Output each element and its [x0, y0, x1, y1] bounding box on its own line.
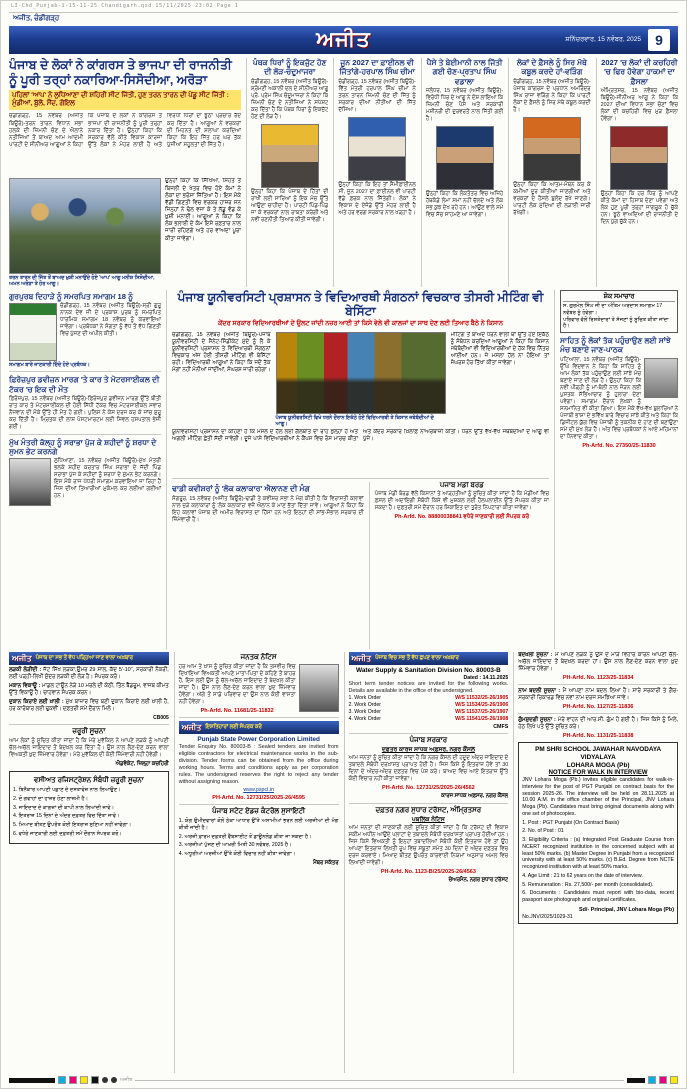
pspcl-website: www.pspcl.in — [243, 787, 274, 794]
obituary-line-2: ਪਰਿਵਾਰ ਵੱਲੋਂ ਰਿਸ਼ਤੇਦਾਰਾਂ ਤੇ ਸੱਜਣਾਂ ਨੂੰ ਸੂਚਿਤ ਕੀਤਾ ਜਾਂਦਾ ਹੈ। — [563, 316, 669, 330]
mid-center-column — [166, 290, 555, 649]
pspcl-ref: PH-Arfd. No. 12731/25/2025-26/4595 — [212, 795, 305, 802]
classified-ad-1 — [9, 667, 169, 681]
urgent-notice-signature: ਐਡਵੋਕੇਟ, ਜ਼ਿਲ੍ਹਾ ਕਚਹਿਰੀ — [115, 761, 169, 768]
color-swatch-yellow — [80, 1076, 88, 1084]
portrait-photo-2 — [348, 117, 406, 181]
portrait-photo-1 — [261, 124, 319, 188]
lead-side-column: ਉਨ੍ਹਾਂ ਕਿਹਾ ਕਿ ਸਿੱਖਿਆ, ਸਿਹਤ ਤੇ ਬਿਜਲੀ ਦੇ ਖੇਤਰ ਵਿਚ ਹੋਏ ਕੰਮਾਂ ਨੇ ਲੋਕਾਂ ਦਾ ਭਰੋਸਾ ਜਿੱਤਿਆ ਹੈ। ਇਸ ਮੌਕੇ ਵੱਡੀ ਗਿਣਤੀ ਵਿਚ ਵਰਕਰ ਹਾਜ਼ਰ ਸਨ ਜਿਨ੍ਹਾਂ ਨੇ ਢੋਲ ਵਜਾ ਕੇ ਤੇ ਲੱਡੂ ਵੰਡ ਕੇ ਖ਼ੁਸ਼ੀ ਮਨਾਈ। ਆਗੂਆਂ ਨੇ ਕਿਹਾ ਕਿ ਲੋਕ ਭਲਾਈ ਦੇ ਕੰਮ ਇਸੇ ਰਫ਼ਤਾਰ ਨਾਲ ਜਾਰੀ ਰਹਿਣਗੇ ਅਤੇ ਹਰ ਵਾਅਦਾ ਪੂਰਾ ਕੀਤਾ ਜਾਵੇਗਾ। — [165, 178, 241, 242]
middle-band — [9, 290, 678, 649]
school-title-line-1: PM SHRI SCHOOL JAWAHAR NAVODAYA VIDYALAYA — [535, 746, 662, 762]
classified-ad-3-lead: ਦੁਕਾਨ ਕਿਰਾਏ ਲਈ ਖ਼ਾਲੀ : — [9, 699, 64, 706]
water-row-value: W/S 11532/25-26/1905 — [455, 695, 509, 702]
ajit-logo-small: ਅਜੀਤ — [181, 722, 202, 732]
pspcl-body: Tender Enquiry No. 80003-B : Sealed tenders are invited from eligible contractors for electrical maintenance works in the sub-division. Tender forms can be obtained from the office during working hours. Terms and conditions apply as per corporation rules. The undersigned reserves the right to reject any tender without assigning reason. — [178, 744, 339, 786]
mandi-board-phone: Ph-Arfd. No. 88800038841 ਵਧੇਰੇ ਜਾਣਕਾਰੀ ਲਈ ਸੰਪਰਕ ਕਰੋ — [394, 514, 530, 521]
small-notice-3 — [518, 717, 678, 731]
pu-photo-caption: ਪੰਜਾਬ ਯੂਨੀਵਰਸਿਟੀ ਵਿਖੇ ਧਰਨੇ ਦੌਰਾਨ ਇਕੱਠੇ ਹੋਏ ਵਿਦਿਆਰਥੀ ਤੇ ਕਿਸਾਨ ਜਥੇਬੰਦੀਆਂ ਦੇ ਆਗੂ। — [275, 415, 434, 428]
school-interview-notice — [518, 742, 678, 924]
pspcl-title: Punjab State Power Corporation Limited — [197, 736, 320, 744]
small-notice-1-ref: PH-Arfd. No. 1123/25-11834 — [562, 675, 634, 682]
divider — [179, 717, 339, 718]
top-story-2-headline: ਜੂਨ 2027 ਦਾ ਫ਼ਾਈਨਲ ਵੀ ਜਿੱਤਾਂਗੇ-ਹਰਪਾਲ ਸਿੰਘ ਚੀਮਾ — [339, 58, 415, 77]
water-row-value: W/S 11537/25-26/1907 — [455, 709, 509, 716]
mid-lower-row — [172, 482, 549, 649]
accident-body: ਫ਼ਿਰੋਜ਼ਪੁਰ, 15 ਨਵੰਬਰ (ਅਜੀਤ ਬਿਊਰੋ)-ਫ਼ਿਰੋਜ਼ਪੁਰ ਡਵੀਜ਼ਨ ਮਾਰਗ ਉੱਤੇ ਬੀਤੀ ਰਾਤ ਕਾਰ ਤੇ ਮੋਟਰਸਾਈਕਲ ਦੀ ਹੋਈ ਸਿੱਧੀ ਟੱਕਰ ਵਿਚ ਮੋਟਰਸਾਈਕਲ ਸਵਾਰ ਨੌਜਵਾਨ ਦੀ ਮੌਕੇ ਉੱਤੇ ਹੀ ਮੌਤ ਹੋ ਗਈ। ਪੁਲਿਸ ਨੇ ਕੇਸ ਦਰਜ ਕਰ ਕੇ ਜਾਂਚ ਸ਼ੁਰੂ ਕਰ ਦਿੱਤੀ ਹੈ। ਮ੍ਰਿਤਕ ਦੀ ਲਾਸ਼ ਪੋਸਟਮਾਰਟਮ ਲਈ ਸਿਵਲ ਹਸਪਤਾਲ ਭੇਜੀ ਗਈ। — [9, 395, 161, 430]
classified-ad-3 — [9, 699, 169, 713]
masthead-right — [565, 29, 670, 51]
mandi-board-body: ਪੰਜਾਬ ਮੰਡੀ ਬੋਰਡ ਵੱਲੋਂ ਕਿਸਾਨਾਂ ਤੇ ਆੜ੍ਹਤੀਆਂ ਨੂੰ ਸੂਚਿਤ ਕੀਤਾ ਜਾਂਦਾ ਹੈ ਕਿ ਮੰਡੀਆਂ ਵਿਚ ਫ਼ਸਲ ਦੀ ਅਦਾਇਗੀ ਸੰਬੰਧੀ ਕਿਸੇ ਵੀ ਮੁਸ਼ਕਲ ਲਈ ਹੈਲਪਲਾਈਨ ਉੱਤੇ ਸੰਪਰਕ ਕੀਤਾ ਜਾ ਸਕਦਾ ਹੈ। ਦਫ਼ਤਰੀ ਸਮੇਂ ਦੌਰਾਨ ਹਰ ਸ਼ਿਕਾਇਤ ਦਾ ਤੁਰੰਤ ਨਿਪਟਾਰਾ ਕੀਤਾ ਜਾਵੇਗਾ। — [374, 491, 549, 512]
will-box-item: 1. ਬਿਨੈਕਾਰ ਆਪਣੀ ਪਛਾਣ ਦੇ ਦਸਤਾਵੇਜ਼ ਨਾਲ ਲਿਆਉਣ। — [13, 787, 121, 794]
water-row-label: 3. Work Order — [348, 709, 381, 716]
aids-society-item: 3. ਅਰਜ਼ੀਆਂ ਪੁੱਜਣ ਦੀ ਆਖ਼ਰੀ ਮਿਤੀ 30 ਨਵੰਬਰ, 2025 ਹੈ। — [178, 842, 292, 849]
literature-body: ਪਟਿਆਲਾ, 15 ਨਵੰਬਰ (ਅਜੀਤ ਬਿਊਰੋ)-ਉੱਘੇ ਵਿਦਵਾਨ ਨੇ ਕਿਹਾ ਕਿ ਸਾਹਿਤ ਨੂੰ ਆਮ ਲੋਕਾਂ ਤੱਕ ਪਹੁੰਚਾਉਣ ਲਈ ਸਾਂਝੇ ਮੰਚ ਬਣਾਏ ਜਾਣ ਦੀ ਲੋੜ ਹੈ। ਉਨ੍ਹਾਂ ਕਿਹਾ ਕਿ ਨਵੀਂ ਪੀੜ੍ਹੀ ਨੂੰ ਮਾਂ-ਬੋਲੀ ਨਾਲ ਜੋੜਨ ਲਈ ਪੁਸਤਕ ਸੱਭਿਆਚਾਰ ਨੂੰ ਹੁਲਾਰਾ ਦੇਣਾ ਪਵੇਗਾ। ਸਮਾਗਮ ਦੌਰਾਨ ਲੇਖਕਾਂ ਨੂੰ ਸਨਮਾਨਿਤ ਵੀ ਕੀਤਾ ਗਿਆ। ਇਸ ਮੌਕੇ ਵੱਖ-ਵੱਖ ਬੁਲਾਰਿਆਂ ਨੇ ਪੰਜਾਬੀ ਭਾਸ਼ਾ ਦੇ ਭਵਿੱਖ ਬਾਰੇ ਵਿਚਾਰ ਸਾਂਝੇ ਕੀਤੇ ਅਤੇ ਕਿਹਾ ਕਿ ਡਿਜੀਟਲ ਯੁੱਗ ਵਿਚ ਪੰਜਾਬੀ ਨੂੰ ਤਕਨੀਕ ਦੇ ਹਾਣ ਦੀ ਬਣਾਉਣਾ ਸਮੇਂ ਦੀ ਮੁੱਖ ਲੋੜ ਹੈ। ਅੰਤ ਵਿਚ ਪ੍ਰਬੰਧਕਾਂ ਨੇ ਆਏ ਮਹਿਮਾਨਾਂ ਦਾ ਧੰਨਵਾਦ ਕੀਤਾ। — [560, 356, 678, 440]
punjab-govt-subtitle: ਦਫ਼ਤਰ ਕਾਰਜ ਸਾਧਕ ਅਫ਼ਸਰ, ਨਗਰ ਕੌਂਸਲ — [381, 747, 475, 754]
color-swatch-cyan — [58, 1076, 66, 1084]
punjab-govt-body: ਆਮ ਜਨਤਾ ਨੂੰ ਸੂਚਿਤ ਕੀਤਾ ਜਾਂਦਾ ਹੈ ਕਿ ਨਗਰ ਕੌਂਸਲ ਦੀ ਹਦੂਦ ਅੰਦਰ ਜਾਇਦਾਦ ਦੇ ਤਬਾਦਲੇ ਸੰਬੰਧੀ ਦਰਖ਼ਾਸਤ ਪ੍ਰਾਪਤ ਹੋਈ ਹੈ। ਜਿਸ ਕਿਸੇ ਨੂੰ ਇਤਰਾਜ਼ ਹੋਵੇ ਤਾਂ 30 ਦਿਨਾਂ ਦੇ ਅੰਦਰ-ਅੰਦਰ ਦਫ਼ਤਰ ਵਿਚ ਪੇਸ਼ ਕਰੇ। ਬਾਅਦ ਵਿਚ ਆਏ ਇਤਰਾਜ਼ ਉੱਤੇ ਕੋਈ ਵਿਚਾਰ ਨਹੀਂ ਕੀਤਾ ਜਾਵੇਗਾ। — [348, 755, 509, 783]
divider — [349, 803, 509, 804]
top-story-4-body2: ਉਨ੍ਹਾਂ ਕਿਹਾ ਕਿ ਆਤਮ-ਮੰਥਨ ਕਰ ਕੇ ਕਮੀਆਂ ਦੂਰ ਕੀਤੀਆਂ ਜਾਣਗੀਆਂ ਅਤੇ ਵਰਕਰਾਂ ਦੇ ਹੌਸਲੇ ਬੁਲੰਦ ਰੱਖੇ ਜਾਣਗੇ। ਪਾਰਟੀ ਲੋਕ ਮੁੱਦਿਆਂ ਦੀ ਲੜਾਈ ਜਾਰੀ ਰੱਖੇਗੀ। — [513, 181, 591, 216]
punjab-govt-ref: PH-Arfd. No. 12731/25/2025-26/4562 — [382, 785, 475, 792]
small-notice-2-text: ਮੈਂ ਆਪਣਾ ਨਾਮ ਬਦਲ ਲਿਆ ਹੈ। ਸਾਰੇ ਸਰਕਾਰੀ ਤੇ ਗ਼ੈਰ-ਸਰਕਾਰੀ ਰਿਕਾਰਡ ਵਿਚ ਨਵਾਂ ਨਾਮ ਦਰਜ ਸਮਝਿਆ ਜਾਵੇ। — [518, 688, 678, 702]
literature-headline: ਸਾਹਿਤ ਨੂੰ ਲੋਕਾਂ ਤੱਕ ਪਹੁੰਚਾਉਣ ਲਈ ਸਾਂਝੇ ਮੰਚ ਬਣਾਏ ਜਾਣ-ਪਾਠਕ — [560, 336, 671, 355]
top-story-5-headline: 2027 'ਚ ਲੋਕਾਂ ਦੀ ਕਚਹਿਰੀ 'ਚ ਫਿਰ ਹੋਵੇਗਾ ਹਾਕਮਾਂ ਦਾ ਫ਼ੈਸਲਾ — [601, 58, 678, 86]
cm-visit-body: ਲੁਧਿਆਣਾ, 15 ਨਵੰਬਰ (ਅਜੀਤ ਬਿਊਰੋ)-ਮੁੱਖ ਮੰਤਰੀ ਭਲਕੇ ਸ਼ਹੀਦ ਕਰਤਾਰ ਸਿੰਘ ਸਰਾਭਾ ਦੇ ਜੱਦੀ ਪਿੰਡ ਸਰਾਭਾ ਪੁੱਜ ਕੇ ਸ਼ਹੀਦਾਂ ਨੂੰ ਸ਼ਰਧਾ ਦੇ ਸੁਮਨ ਭੇਟ ਕਰਨਗੇ। ਇਸ ਮੌਕੇ ਰਾਜ ਪੱਧਰੀ ਸਮਾਗਮ ਕਰਵਾਇਆ ਜਾ ਰਿਹਾ ਹੈ ਜਿਸ ਦੀਆਂ ਤਿਆਰੀਆਂ ਮੁਕੰਮਲ ਕਰ ਲਈਆਂ ਗਈਆਂ ਹਨ। — [54, 458, 161, 500]
school-detail-item: 5. Remuneration : Rs. 27,500/- per month (consolidated). — [522, 881, 654, 888]
school-intro: JNV Lohara Moga (Pb.) invites eligible candidates for walk-in-interview for the post of PGT Punjabi on contract basis for the session 2025-26. The interview will be held on 28.11.2025 at 10.00 A.M. in the office chamber of the Principal, JNV Lohara Moga (Pb). Candidates must bring original documents along with one set of photocopies. — [522, 777, 674, 817]
divider — [518, 684, 678, 685]
divider — [9, 434, 161, 435]
classified-ad-1-text: ਜੱਟ ਸਿੱਖ ਲੜਕਾ,ਉਮਰ 29 ਸਾਲ, ਕੱਦ 5'-10'', ਸਰਕਾਰੀ ਨੌਕਰੀ, ਲਈ ਪੜ੍ਹੀ-ਲਿਖੀ ਸੁੰਦਰ ਲੜਕੀ ਦੀ ਲੋੜ ਹੈ। ਸੰਪਰਕ ਕਰੋ। — [9, 667, 169, 681]
school-interview-heading: NOTICE FOR WALK IN INTERVIEW — [548, 770, 648, 777]
color-swatch-black — [91, 1076, 99, 1084]
dhadhi-headline: ਢਾਡੀ ਕਵੀਸ਼ਰਾਂ ਨੂੰ 'ਲੋਕ ਕਲਾਕਾਰ' ਐਲਾਨਣ ਦੀ ਮੰਗ — [172, 484, 310, 494]
top-story-4-headline: ਲੋਕਾਂ ਦੇ ਫ਼ੈਸਲੇ ਨੂੰ ਸਿਰ ਮੱਥੇ ਕਬੂਲ ਕਰਦੇ ਹਾਂ-ਵੜਿੰਗ — [516, 58, 587, 77]
top-story-5-body2: ਉਨ੍ਹਾਂ ਕਿਹਾ ਕਿ ਹਰ ਧਿਰ ਨੂੰ ਆਪਣੇ ਕੀਤੇ ਕੰਮਾਂ ਦਾ ਹਿਸਾਬ ਦੇਣਾ ਪਵੇਗਾ ਅਤੇ ਲੋਕ ਹੁਣ ਪੂਰੀ ਤਰ੍ਹਾਂ ਜਾਗਰੂਕ ਹੋ ਚੁੱਕੇ ਹਨ। ਝੂਠੇ ਵਾਅਦਿਆਂ ਦੀ ਰਾਜਨੀਤੀ ਦੇ ਦਿਨ ਪੁੱਗ ਚੁੱਕੇ ਹਨ। — [600, 190, 678, 225]
print-marks-footer — [9, 1075, 678, 1085]
pu-body-right: ਮੀਟਿੰਗ ਤੋਂ ਬਾਅਦ ਧਰਨੇ ਵਾਲੀ ਥਾਂ ਉੱਤੇ ਹੋਏ ਇਕੱਠ ਨੂੰ ਸੰਬੋਧਨ ਕਰਦਿਆਂ ਆਗੂਆਂ ਨੇ ਕਿਹਾ ਕਿ ਕਿਸਾਨ ਜਥੇਬੰਦੀਆਂ ਵੀ ਵਿਦਿਆਰਥੀਆਂ ਦੇ ਹੱਕ ਵਿਚ ਨਿੱਤਰ ਆਈਆਂ ਹਨ। ਜੇ ਮਸਲਾ ਹੱਲ ਨਾ ਹੋਇਆ ਤਾਂ ਸੰਘਰਸ਼ ਹੋਰ ਤਿੱਖਾ ਕੀਤਾ ਜਾਵੇਗਾ। — [450, 332, 549, 367]
registration-dot — [111, 1077, 117, 1083]
small-notice-2-ref: PH-Arfd. No. 1127/25-11836 — [562, 704, 634, 711]
small-notice-1-lead: ਬੇਦਖ਼ਲੀ ਸੂਚਨਾ : — [518, 652, 553, 658]
lead-body: ਚੰਡੀਗੜ੍ਹ, 15 ਨਵੰਬਰ (ਅਜੀਤ ਬਿਊਰੋ)-ਤਰਨ ਤਾਰਨ ਵਿਧਾਨ ਸਭਾ ਹਲਕੇ ਦੀ ਜ਼ਿਮਨੀ ਚੋਣ ਦੇ ਐਲਾਨੇ ਨਤੀਜਿਆਂ ਤੋਂ ਬਾਅਦ ਆਮ ਆਦਮੀ ਪਾਰਟੀ ਦੇ ਸੀਨੀਅਰ ਆਗੂਆਂ ਨੇ ਕਿਹਾ ਕਿ ਪੰਜਾਬ ਦੇ ਲੋਕਾਂ ਨੇ ਕਾਂਗਰਸ ਤੇ ਭਾਜਪਾ ਦੀ ਰਾਜਨੀਤੀ ਨੂੰ ਪੂਰੀ ਤਰ੍ਹਾਂ ਨਕਾਰ ਦਿੱਤਾ ਹੈ। ਉਨ੍ਹਾਂ ਕਿਹਾ ਕਿ ਸਰਕਾਰ ਵੱਲੋਂ ਕੀਤੇ ਵਿਕਾਸ ਕਾਰਜਾਂ ਉੱਤੇ ਲੋਕਾਂ ਨੇ ਮੋਹਰ ਲਾਈ ਹੈ ਅਤੇ ਵਿਰੋਧੀ ਧਿਰਾਂ ਦਾ ਝੂਠਾ ਪ੍ਰਚਾਰ ਰੱਦ ਕਰ ਦਿੱਤਾ ਹੈ। ਆਗੂਆਂ ਨੇ ਵਰਕਰਾਂ ਦੀ ਮਿਹਨਤ ਦੀ ਸ਼ਲਾਘਾ ਕਰਦਿਆਂ ਕਿਹਾ ਕਿ ਇਹ ਜਿੱਤ ਹਰ ਘਰ ਤੱਕ ਪੁੱਜੀਆਂ ਸਹੂਲਤਾਂ ਦੀ ਜਿੱਤ ਹੈ। — [9, 113, 241, 149]
portrait-photo-3 — [436, 126, 494, 190]
improvement-trust-signature: ਚੇਅਰਮੈਨ, ਨਗਰ ਸੁਧਾਰ ਟਰੱਸਟ — [448, 877, 509, 884]
color-swatch-magenta — [659, 1076, 667, 1084]
water-row-label: 4. Work Order — [348, 716, 381, 723]
ajit-tagline-1: ਪੰਜਾਬ ਦਾ ਸਭ ਤੋਂ ਵੱਧ ਪੜ੍ਹਿਆ ਜਾਣ ਵਾਲਾ ਅਖ਼ਬਾਰ — [35, 655, 133, 661]
classified-ad-2-text: ਮਾਡਲ ਟਾਊਨ ਨੇੜੇ 10 ਮਰਲੇ ਦੀ ਕੋਠੀ, ਤਿੰਨ ਬੈੱਡਰੂਮ, ਵਾਜਬ ਕੀਮਤ ਉੱਤੇ ਵਿਕਾਊ ਹੈ। ਚਾਹਵਾਨ ਸੰਪਰਕ ਕਰਨ। — [9, 683, 169, 697]
divider — [349, 733, 509, 734]
bottom-col-4 — [513, 652, 678, 1073]
aids-society-signature: ਮੈਂਬਰ ਸਕੱਤਰ — [313, 859, 339, 866]
cleric-photo — [9, 303, 57, 361]
small-notice-3-lead: ਗੁੰਮਸ਼ੁਦਗੀ ਸੂਚਨਾ : — [518, 717, 556, 724]
obituary-box — [560, 290, 678, 333]
improvement-trust-body: ਆਮ ਜਨਤਾ ਦੀ ਜਾਣਕਾਰੀ ਲਈ ਸੂਚਿਤ ਕੀਤਾ ਜਾਂਦਾ ਹੈ ਕਿ ਟਰੱਸਟ ਦੀ ਵਿਕਾਸ ਸਕੀਮ ਅਧੀਨ ਆਉਂਦੇ ਪਲਾਟਾਂ ਦੇ ਤਬਾਦਲੇ ਸੰਬੰਧੀ ਦਰਖ਼ਾਸਤਾਂ ਪ੍ਰਾਪਤ ਹੋਈਆਂ ਹਨ। ਜਿਸ ਕਿਸੇ ਵਿਅਕਤੀ ਨੂੰ ਇਨ੍ਹਾਂ ਤਬਾਦਲਿਆਂ ਸੰਬੰਧੀ ਕੋਈ ਇਤਰਾਜ਼ ਹੋਵੇ ਤਾਂ ਉਹ ਆਪਣਾ ਇਤਰਾਜ਼ ਲਿਖਤੀ ਰੂਪ ਵਿਚ ਸਬੂਤਾਂ ਸਮੇਤ 30 ਦਿਨਾਂ ਦੇ ਅੰਦਰ ਦਫ਼ਤਰ ਵਿਚ ਦਰਜ ਕਰਵਾਏ। ਮਿਆਦ ਬੀਤਣ ਉਪਰੰਤ ਕਾਰਵਾਈ ਨਿਯਮਾਂ ਅਨੁਸਾਰ ਅਮਲ ਵਿਚ ਲਿਆਂਦੀ ਜਾਵੇਗੀ। — [348, 825, 509, 867]
ajit-classified-header-1 — [9, 652, 169, 665]
top-story-3-body2: ਉਨ੍ਹਾਂ ਕਿਹਾ ਕਿ ਲੋਕਤੰਤਰ ਵਿਚ ਅਜਿਹੇ ਹੱਥਕੰਡੇ ਲੰਮਾ ਸਮਾਂ ਨਹੀਂ ਚੱਲਦੇ ਅਤੇ ਲੋਕ ਸਭ ਕੁਝ ਦੇਖ ਰਹੇ ਹਨ। ਆਉਣ ਵਾਲੇ ਸਮੇਂ ਵਿਚ ਸੱਚ ਸਾਹਮਣੇ ਆ ਜਾਵੇਗਾ। — [425, 190, 504, 218]
edition-label: ਅਜੀਤ, ਚੰਡੀਗੜ੍ਹ — [13, 15, 60, 22]
divider — [9, 724, 169, 725]
top-story-4-body: ਚੰਡੀਗੜ੍ਹ, 15 ਨਵੰਬਰ (ਅਜੀਤ ਬਿਊਰੋ)-ਪੰਜਾਬ ਕਾਂਗਰਸ ਦੇ ਪ੍ਰਧਾਨ ਅਮਰਿੰਦਰ ਸਿੰਘ ਰਾਜਾ ਵੜਿੰਗ ਨੇ ਕਿਹਾ ਕਿ ਪਾਰਟੀ ਲੋਕਾਂ ਦੇ ਫ਼ੈਸਲੇ ਨੂੰ ਸਿਰ ਮੱਥੇ ਕਬੂਲ ਕਰਦੀ ਹੈ। — [513, 78, 591, 113]
improvement-trust-subtitle: ਪਬਲਿਕ ਨੋਟਿਸ — [411, 817, 445, 824]
small-notice-1 — [518, 652, 678, 673]
water-supply-row — [349, 709, 509, 715]
water-supply-row — [349, 695, 509, 701]
water-supply-title: Water Supply & Sanitation Division No. 80003-B — [356, 667, 501, 674]
top-story-1 — [246, 58, 328, 287]
pu-body-left: ਚੰਡੀਗੜ੍ਹ, 15 ਨਵੰਬਰ (ਅਜੀਤ ਬਿਊਰੋ)-ਪੰਜਾਬ ਯੂਨੀਵਰਸਿਟੀ ਦੇ ਸੈਨੇਟ-ਸਿੰਡੀਕੇਟ ਮੁੱਦੇ ਨੂੰ ਲੈ ਕੇ ਯੂਨੀਵਰਸਿਟੀ ਪ੍ਰਸ਼ਾਸਨ ਤੇ ਵਿਦਿਆਰਥੀ ਸੰਗਠਨਾਂ ਵਿਚਕਾਰ ਅੱਜ ਹੋਈ ਤੀਸਰੀ ਮੀਟਿੰਗ ਵੀ ਬੇਸਿੱਟਾ ਰਹੀ। ਵਿਦਿਆਰਥੀ ਆਗੂਆਂ ਨੇ ਕਿਹਾ ਕਿ ਜਦੋਂ ਤੱਕ ਮੰਗਾਂ ਨਹੀਂ ਮੰਨੀਆਂ ਜਾਂਦੀਆਂ, ਸੰਘਰਸ਼ ਜਾਰੀ ਰਹੇਗਾ। — [172, 332, 271, 374]
school-detail-item: 2. No. of Post : 01 — [522, 828, 564, 835]
pu-headline: ਪੰਜਾਬ ਯੂਨੀਵਰਸਿਟੀ ਪ੍ਰਸ਼ਾਸਨ ਤੇ ਵਿਦਿਆਰਥੀ ਸੰਗਠਨਾਂ ਵਿਚਕਾਰ ਤੀਸਰੀ ਮੀਟਿੰਗ ਵੀ ਬੇਸਿੱਟਾ — [177, 290, 544, 319]
urgent-notice-body: ਆਮ ਲੋਕਾਂ ਨੂੰ ਸੂਚਿਤ ਕੀਤਾ ਜਾਂਦਾ ਹੈ ਕਿ ਮੇਰੇ ਮੁਵੱਕਿਲ ਨੇ ਆਪਣੇ ਲੜਕੇ ਨੂੰ ਆਪਣੀ ਚੱਲ-ਅਚੱਲ ਜਾਇਦਾਦ ਤੋਂ ਬੇਦਖ਼ਲ ਕਰ ਦਿੱਤਾ ਹੈ। ਉਸ ਨਾਲ ਲੈਣ-ਦੇਣ ਕਰਨ ਵਾਲਾ ਵਿਅਕਤੀ ਖ਼ੁਦ ਜ਼ਿੰਮੇਵਾਰ ਹੋਵੇਗਾ। ਮੇਰੇ ਮੁਵੱਕਿਲ ਦੀ ਕੋਈ ਜ਼ਿੰਮੇਵਾਰੀ ਨਹੀਂ ਹੋਵੇਗੀ। — [9, 738, 169, 759]
lead-photo — [9, 178, 161, 274]
top-story-3-body: ਜਲੰਧਰ, 15 ਨਵੰਬਰ (ਅਜੀਤ ਬਿਊਰੋ)-ਵਿਰੋਧੀ ਧਿਰ ਦੇ ਆਗੂ ਨੇ ਦੋਸ਼ ਲਾਇਆ ਕਿ ਜ਼ਿਮਨੀ ਚੋਣ ਪੈਸੇ ਅਤੇ ਸਰਕਾਰੀ ਮਸ਼ੀਨਰੀ ਦੀ ਦੁਰਵਰਤੋਂ ਨਾਲ ਜਿੱਤੀ ਗਈ ਹੈ। — [425, 87, 504, 122]
page-number-box — [648, 29, 670, 51]
color-swatch-cyan — [648, 1076, 656, 1084]
will-registration-box — [9, 771, 169, 844]
bottom-col-2 — [174, 652, 339, 1073]
school-reference-number: No.JNV/2025/1029-31 — [522, 913, 573, 920]
page-number: 9 — [655, 32, 663, 48]
registration-bar — [9, 1078, 55, 1083]
literature-contact: Ph-Arfd. No. 27350/25-11830 — [582, 442, 656, 449]
author-photo — [644, 358, 678, 398]
punjab-govt-signature: ਕਾਰਜ ਸਾਧਕ ਅਫ਼ਸਰ, ਨਗਰ ਕੌਂਸਲ — [441, 793, 509, 800]
top-story-2-body: ਚੰਡੀਗੜ੍ਹ, 15 ਨਵੰਬਰ (ਅਜੀਤ ਬਿਊਰੋ)-ਵਿੱਤ ਮੰਤਰੀ ਹਰਪਾਲ ਸਿੰਘ ਚੀਮਾ ਨੇ ਤਰਨ ਤਾਰਨ ਜ਼ਿਮਨੀ ਚੋਣ ਦੀ ਜਿੱਤ ਨੂੰ ਸਰਕਾਰ ਦੀਆਂ ਨੀਤੀਆਂ ਦੀ ਜਿੱਤ ਦੱਸਿਆ। — [338, 78, 416, 113]
top-story-5 — [596, 58, 678, 287]
top-story-3-headline: ਪੈਸੇ ਤੇ ਬੇਈਮਾਨੀ ਨਾਲ ਜਿੱਤੀ ਗਈ ਚੋਣ-ਪ੍ਰਤਾਪ ਸਿੰਘ ਵਡਾਲਾ — [426, 58, 503, 86]
pu-photo-block — [276, 332, 446, 427]
improvement-trust-ref: PH-Arfd. No. 1123-B/25/2025-26/4563 — [380, 869, 476, 876]
water-row-value: W/S 11534/25-26/1906 — [455, 702, 509, 709]
will-box-item: 3. ਜਾਇਦਾਦ ਦੇ ਕਾਗਜ਼ਾਂ ਦੀ ਕਾਪੀ ਨਾਲ ਲਿਆਂਦੀ ਜਾਵੇ। — [13, 804, 115, 811]
classified-ad-3-text: ਮੁੱਖ ਬਾਜ਼ਾਰ ਵਿਚ ਬਣੀ ਦੁਕਾਨ ਕਿਰਾਏ ਲਈ ਖ਼ਾਲੀ ਹੈ, ਹਰ ਕਾਰੋਬਾਰ ਲਈ ਢੁਕਵੀਂ। ਦਫ਼ਤਰੀ ਸਮੇਂ ਦੌਰਾਨ ਮਿਲੋ। — [9, 699, 169, 713]
color-swatch-magenta — [69, 1076, 77, 1084]
classified-ad-2-lead: ਮਕਾਨ ਵਿਕਾਊ : — [9, 683, 41, 690]
top-story-1-body: ਚੰਡੀਗੜ੍ਹ, 15 ਨਵੰਬਰ (ਅਜੀਤ ਬਿਊਰੋ)-ਸ਼੍ਰੋਮਣੀ ਅਕਾਲੀ ਦਲ ਦੇ ਸੀਨੀਅਰ ਆਗੂ ਪ੍ਰੋ. ਪ੍ਰੇਮ ਸਿੰਘ ਚੰਦੂਮਾਜਰਾ ਨੇ ਕਿਹਾ ਕਿ ਜ਼ਿਮਨੀ ਚੋਣ ਦੇ ਨਤੀਜਿਆਂ ਨੇ ਸਪੱਸ਼ਟ ਕਰ ਦਿੱਤਾ ਹੈ ਕਿ ਪੰਥਕ ਧਿਰਾਂ ਨੂੰ ਇਕਜੁੱਟ ਹੋਣ ਦੀ ਲੋੜ ਹੈ। — [251, 78, 329, 120]
top-story-4 — [508, 58, 590, 287]
registration-dot — [102, 1077, 108, 1083]
cm-visit-headline: ਮੁੱਖ ਮੰਤਰੀ ਕੱਲ੍ਹ ਨੂੰ ਸਰਾਭਾ ਪੁੱਜ ਕੇ ਸ਼ਹੀਦਾਂ ਨੂੰ ਸ਼ਰਧਾ ਦੇ ਸੁਮਨ ਭੇਟ ਕਰਨਗੇ — [9, 437, 157, 457]
will-box-item: 2. ਦੋ ਗਵਾਹਾਂ ਦਾ ਹਾਜ਼ਰ ਹੋਣਾ ਲਾਜ਼ਮੀ ਹੈ। — [13, 795, 89, 802]
will-box-item: 5. ਮਿਆਦ ਬੀਤਣ ਉਪਰੰਤ ਕੋਈ ਇਤਰਾਜ਼ ਸੁਣਿਆ ਨਹੀਂ ਜਾਵੇਗਾ। — [13, 822, 132, 829]
school-detail-item: 3. Eligibility Criteria : (a) Integrated Post Graduate Course from NCERT recognized institution in the concerned subject with at least 50% marks. (b) Master Degree in Punjabi from a recognized university with at least 50% marks. (c) B.Ed. Degree from NCTE recognized institution with at least 50% marks. — [522, 837, 674, 871]
top-story-2-body2: ਉਨ੍ਹਾਂ ਕਿਹਾ ਕਿ ਇਹ ਤਾਂ ਸੈਮੀਫ਼ਾਈਨਲ ਸੀ, ਜੂਨ 2027 ਦਾ ਫ਼ਾਈਨਲ ਵੀ ਪਾਰਟੀ ਵੱਡੇ ਫ਼ਰਕ ਨਾਲ ਜਿੱਤੇਗੀ। ਲੋਕਾਂ ਨੇ ਵਿਕਾਸ ਦੇ ਏਜੰਡੇ ਉੱਤੇ ਮੋਹਰ ਲਾਈ ਹੈ ਅਤੇ ਹਰ ਵਰਗ ਸਰਕਾਰ ਨਾਲ ਖੜ੍ਹਾ ਹੈ। — [338, 181, 416, 216]
school-signature: Sd/- Principal, JNV Lohara Moga (Pb) — [579, 906, 674, 913]
cm-photo-bw — [9, 458, 51, 506]
classifieds-band — [9, 652, 678, 1073]
public-notice-body: ਹਰ ਆਮ ਤੇ ਖ਼ਾਸ ਨੂੰ ਸੂਚਿਤ ਕੀਤਾ ਜਾਂਦਾ ਹੈ ਕਿ ਤਸਵੀਰ ਵਿਚ ਦਿਖਾਇਆ ਵਿਅਕਤੀ ਆਪਣੇ ਮਾਤਾ-ਪਿਤਾ ਦੇ ਕਹਿਣੇ ਤੋਂ ਬਾਹਰ ਹੈ, ਇਸ ਲਈ ਉਸ ਨੂੰ ਚੱਲ-ਅਚੱਲ ਜਾਇਦਾਦ ਤੋਂ ਬੇਦਖ਼ਲ ਕੀਤਾ ਜਾਂਦਾ ਹੈ। ਉਸ ਨਾਲ ਲੈਣ-ਦੇਣ ਕਰਨ ਵਾਲਾ ਖ਼ੁਦ ਜ਼ਿੰਮੇਵਾਰ ਹੋਵੇਗਾ। ਅੱਗੇ ਤੋਂ ਸਾਡੇ ਪਰਿਵਾਰ ਦਾ ਉਸ ਨਾਲ ਕੋਈ ਵਾਸਤਾ ਨਹੀਂ ਹੋਵੇਗਾ। — [178, 664, 296, 706]
water-supply-dated: Dated : 14.11.2025 — [463, 675, 509, 681]
top-rule — [9, 12, 678, 13]
aids-society-title: ਪੰਜਾਬ ਸਟੇਟ ਏਡਜ਼ ਕੰਟਰੋਲ ਸੁਸਾਇਟੀ — [212, 808, 306, 816]
bottom-col-1 — [9, 652, 169, 1073]
small-notice-2 — [518, 688, 678, 702]
water-supply-row — [349, 702, 509, 708]
divider — [518, 713, 678, 714]
print-info-line: LI-Chd_Punjab-1-15-11-25 Chandigarh.qxd 15/11/2025 23:02 Page 1 — [11, 3, 239, 9]
notice-person-photo-bw — [299, 664, 339, 712]
issue-date: ਸ਼ਨਿੱਚਰਵਾਰ, 15 ਨਵੰਬਰ, 2025 — [565, 36, 641, 43]
obituary-title: ਸ਼ੋਕ ਸਮਾਚਾਰ — [563, 293, 675, 302]
improvement-trust-title: ਦਫ਼ਤਰ ਨਗਰ ਸੁਧਾਰ ਟਰੱਸਟ, ਅੰਮ੍ਰਿਤਸਰ — [375, 807, 482, 815]
top-story-3 — [421, 58, 503, 287]
dhadhi-article — [172, 482, 364, 649]
dhadhi-body: ਸੰਗਰੂਰ, 15 ਨਵੰਬਰ (ਅਜੀਤ ਬਿਊਰੋ)-ਢਾਡੀ ਤੇ ਕਵੀਸ਼ਰ ਸਭਾ ਨੇ ਮੰਗ ਕੀਤੀ ਹੈ ਕਿ ਵਿਰਾਸਤੀ ਕਲਾਵਾਂ ਨਾਲ ਜੁੜੇ ਕਲਾਕਾਰਾਂ ਨੂੰ 'ਲੋਕ ਕਲਾਕਾਰ' ਵਜੋਂ ਐਲਾਨ ਕੇ ਮਾਣ ਭੱਤਾ ਦਿੱਤਾ ਜਾਵੇ। ਆਗੂਆਂ ਨੇ ਕਿਹਾ ਕਿ ਇਹ ਕਲਾਵਾਂ ਪੰਜਾਬ ਦੀ ਅਮੀਰ ਵਿਰਾਸਤ ਦਾ ਹਿੱਸਾ ਹਨ ਅਤੇ ਇਨ੍ਹਾਂ ਦੀ ਸਾਂਭ-ਸੰਭਾਲ ਸਰਕਾਰ ਦੀ ਜ਼ਿੰਮੇਵਾਰੀ ਹੈ। — [172, 495, 364, 523]
masthead-logo: ਅਜੀਤ — [316, 28, 371, 51]
top-story-1-body2: ਉਨ੍ਹਾਂ ਕਿਹਾ ਕਿ ਪੰਜਾਬ ਦੇ ਹਿੱਤਾਂ ਦੀ ਰਾਖੀ ਲਈ ਸਾਰਿਆਂ ਨੂੰ ਇਕ ਮੰਚ ਉੱਤੇ ਆਉਣਾ ਚਾਹੀਦਾ ਹੈ। ਪਾਰਟੀ ਪਿੰਡ-ਪਿੰਡ ਜਾ ਕੇ ਵਰਕਰਾਂ ਨਾਲ ਰਾਬਤਾ ਕਰੇਗੀ ਅਤੇ ਨਵੀਂ ਰਣਨੀਤੀ ਤਿਆਰ ਕੀਤੀ ਜਾਵੇਗੀ। — [251, 188, 329, 223]
lead-photo-block — [9, 178, 161, 287]
ajit-logo-small: ਅਜੀਤ — [351, 653, 372, 663]
water-row-label: 1. Work Order — [348, 695, 381, 702]
classified-ad-2 — [9, 683, 169, 697]
gurpurab-body: ਚੰਡੀਗੜ੍ਹ, 15 ਨਵੰਬਰ (ਅਜੀਤ ਬਿਊਰੋ)-ਸ੍ਰੀ ਗੁਰੂ ਨਾਨਕ ਦੇਵ ਜੀ ਦੇ ਪ੍ਰਕਾਸ਼ ਪੁਰਬ ਨੂੰ ਸਮਰਪਿਤ ਧਾਰਮਿਕ ਸਮਾਗਮ 18 ਨਵੰਬਰ ਨੂੰ ਕਰਵਾਇਆ ਜਾਵੇਗਾ। ਪ੍ਰਬੰਧਕਾਂ ਨੇ ਸੰਗਤਾਂ ਨੂੰ ਵੱਧ ਤੋਂ ਵੱਧ ਗਿਣਤੀ ਵਿਚ ਪੁੱਜਣ ਦੀ ਅਪੀਲ ਕੀਤੀ। — [60, 303, 161, 338]
punjab-govt-title: ਪੰਜਾਬ ਸਰਕਾਰ — [409, 737, 448, 745]
registration-bar — [627, 1078, 645, 1083]
divider — [172, 478, 549, 479]
lead-photo-caption: ਤਰਨ ਤਾਰਨ ਦੀ ਜਿੱਤ ਤੋਂ ਬਾਅਦ ਖ਼ੁਸ਼ੀ ਮਨਾਉਂਦੇ ਹੋਏ 'ਆਪ' ਆਗੂ ਮਨੀਸ਼ ਸਿਸੋਦੀਆ, ਅਮਨ ਅਰੋੜਾ ਤੇ ਹੋਰ ਆਗੂ। — [9, 275, 155, 287]
divider — [9, 371, 161, 372]
water-supply-row — [349, 716, 509, 722]
aids-society-item: 2. ਅਰਜ਼ੀ ਫ਼ਾਰਮ ਦਫ਼ਤਰੀ ਵੈੱਬਸਾਈਟ ਤੋਂ ਡਾਊਨਲੋਡ ਕੀਤਾ ਜਾ ਸਕਦਾ ਹੈ। — [178, 833, 312, 840]
gurpurab-headline: ਗੁਰਪੁਰਬ ਦਿਹਾੜੇ ਨੂੰ ਸਮਰਪਿਤ ਸਮਾਗਮ 18 ਨੂੰ — [9, 292, 134, 301]
top-story-5-body: ਅੰਮ੍ਰਿਤਸਰ, 15 ਨਵੰਬਰ (ਅਜੀਤ ਬਿਊਰੋ)-ਸੀਨੀਅਰ ਆਗੂ ਨੇ ਕਿਹਾ ਕਿ 2027 ਦੀਆਂ ਵਿਧਾਨ ਸਭਾ ਚੋਣਾਂ ਵਿਚ ਲੋਕਾਂ ਦੀ ਕਚਹਿਰੀ ਵਿਚ ਮੁੜ ਫ਼ੈਸਲਾ ਹੋਵੇਗਾ। — [600, 87, 678, 122]
will-box-item: 4. ਇਤਰਾਜ਼ 15 ਦਿਨਾਂ ਦੇ ਅੰਦਰ ਦਫ਼ਤਰ ਵਿਚ ਦਿੱਤਾ ਜਾਵੇ। — [13, 813, 120, 820]
lead-headline: ਪੰਜਾਬ ਦੇ ਲੋਕਾਂ ਨੇ ਕਾਂਗਰਸ ਤੇ ਭਾਜਪਾ ਦੀ ਰਾਜਨੀਤੀ ਨੂੰ ਪੂਰੀ ਤਰ੍ਹਾਂ ਨਕਾਰਿਆ-ਸਿਸੋਦੀਆ, ਅਰੋੜਾ — [9, 58, 232, 87]
cm-visit-row — [9, 458, 161, 506]
ajit-tagline-2: ਇਸ਼ਤਿਹਾਰਾਂ ਲਈ ਸੰਪਰਕ ਕਰੋ — [205, 724, 262, 731]
school-detail-item: 1. Post : PGT Punjabi (On Contract Basis) — [522, 819, 620, 826]
lead-story — [9, 58, 241, 287]
bottom-col-3 — [344, 652, 509, 1073]
ajit-logo-small: ਅਜੀਤ — [12, 653, 32, 663]
portrait-photo-4 — [523, 117, 581, 181]
public-notice-ref: Ph-Arfd. No. 11681/25-11832 — [200, 708, 274, 715]
ajit-classified-header-3 — [349, 652, 509, 665]
pu-kicker: ਕੇਂਦਰ ਸਰਕਾਰ ਵਿਦਿਆਰਥੀਆਂ ਦੇ ਉਲਟ ਜਾਂਦੀ ਨਜ਼ਰ ਆਈ ਤਾਂ ਕਿਸੇ ਵੇਲੇ ਵੀ ਕਾਲਜਾਂ ਦਾ ਸਾਥ ਦੇਣ ਲਈ ਤਿਆਰ ਬੈਠੇ ਨੇ ਕਿਸਾਨ — [218, 320, 503, 328]
accident-headline: ਫ਼ਿਰੋਜ਼ਪੁਰ ਡਵੀਜ਼ਨ ਮਾਰਗ 'ਤੇ ਕਾਰ ਤੇ ਮੋਟਰਸਾਈਕਲ ਦੀ ਟੱਕਰ 'ਚ ਇਕ ਦੀ ਮੌਤ — [9, 375, 160, 394]
classified-code: CB005 — [153, 715, 169, 722]
ajit-classified-header-2 — [179, 721, 339, 734]
obituary-line-1: ਸ. ਗੁਰਮੇਲ ਸਿੰਘ ਜੀ ਦਾ ਅੰਤਿਮ ਅਰਦਾਸ ਸਮਾਗਮ 17 ਨਵੰਬਰ ਨੂੰ ਹੋਵੇਗਾ। — [563, 303, 663, 316]
small-notice-2-lead: ਨਾਮ ਬਦਲੀ ਸੂਚਨਾ : — [518, 688, 561, 695]
classified-ad-1-lead: ਲੜਕੀ ਲੋੜੀਂਦੀ : — [9, 667, 42, 673]
small-notice-3-ref: PH-Arfd. No. 1131/25-11838 — [562, 733, 634, 740]
school-detail-item: 6. Documents : Candidates must report with bio-data, recent passport size photograph and original certificates. — [522, 890, 674, 904]
top-story-2 — [333, 58, 415, 287]
divider — [179, 804, 339, 805]
school-detail-item: 4. Age Limit : 21 to 62 years on the date of interview. — [522, 872, 643, 879]
masthead-bar — [9, 26, 678, 54]
protest-photo — [276, 332, 446, 414]
lead-subheadline: ਪਹਿਲਾਂ 'ਆਪ' ਨੇ ਲੁਧਿਆਣਾ ਦੀ ਸ਼ਹਿਰੀ ਸੀਟ ਜਿੱਤੀ, ਹੁਣ ਤਰਨ ਤਾਰਨ ਦੀ ਪੇਂਡੂ ਸੀਟ ਜਿੱਤੀ : ਮੁੰਡੀਆਂ, ਬੁੱਲੋ, ਸੌਂਦ, ਗੋਇਲ — [9, 90, 241, 111]
pu-body-more: ਯੂਨੀਵਰਸਿਟੀ ਪ੍ਰਸ਼ਾਸਨ ਦਾ ਕਹਿਣਾ ਹੈ ਕਿ ਮਸਲੇ ਦੇ ਹੱਲ ਲਈ ਗੱਲਬਾਤ ਦਾ ਰਾਹ ਖੁੱਲ੍ਹਾ ਹੈ ਅਤੇ ਅਗਲੀ ਮੀਟਿੰਗ ਛੇਤੀ ਸੱਦੀ ਜਾਵੇਗੀ। ਦੂਜੇ ਪਾਸੇ ਵਿਦਿਆਰਥੀਆਂ ਨੇ ਕੈਂਪਸ ਵਿਚ ਰੋਸ ਮਾਰਚ ਕੀਤਾ ਅਤੇ ਕੇਂਦਰ ਸਰਕਾਰ ਖ਼ਿਲਾਫ਼ ਨਾਅਰੇਬਾਜ਼ੀ ਕੀਤੀ। ਧਰਨੇ ਉੱਤੇ ਵੱਖ-ਵੱਖ ਜਥੇਬੰਦੀਆਂ ਦੇ ਆਗੂ ਵੀ ਪੁੱਜੇ। — [172, 429, 549, 443]
mandi-board-title: ਪੰਜਾਬ ਮੰਡੀ ਬੋਰਡ — [439, 482, 484, 490]
water-supply-end: CMFS — [493, 724, 509, 731]
gurpurab-caption: ਸਮਾਗਮ ਬਾਰੇ ਜਾਣਕਾਰੀ ਦਿੰਦੇ ਹੋਏ ਪ੍ਰਬੰਧਕ। — [9, 362, 90, 369]
top-stories-band — [9, 58, 678, 287]
footer-rule — [135, 1080, 624, 1081]
portrait-photo-5 — [610, 126, 668, 190]
small-notice-1-text: ਮੈਂ ਆਪਣੇ ਲੜਕੇ ਨੂੰ ਉਸ ਦੇ ਮਾੜੇ ਵਿਹਾਰ ਕਾਰਨ ਆਪਣੀ ਚੱਲ-ਅਚੱਲ ਜਾਇਦਾਦ ਤੋਂ ਬੇਦਖ਼ਲ ਕਰਦਾ ਹਾਂ। ਉਸ ਨਾਲ ਲੈਣ-ਦੇਣ ਕਰਨ ਵਾਲਾ ਖ਼ੁਦ ਜ਼ਿੰਮੇਵਾਰ ਹੋਵੇਗਾ। — [518, 652, 678, 673]
ajit-tagline-3: ਪੰਜਾਬ ਵਿਚ ਸਭ ਤੋਂ ਵੱਧ ਛਪਣ ਵਾਲਾ ਅਖ਼ਬਾਰ — [375, 655, 459, 661]
water-row-value: W/S 11541/25-26/1908 — [455, 716, 509, 723]
urgent-notice-title: ਜ਼ਰੂਰੀ ਸੂਚਨਾ — [72, 728, 106, 736]
color-swatch-yellow — [670, 1076, 678, 1084]
pu-photo-row — [172, 332, 549, 427]
will-box-title: ਵਸੀਅਤ ਰਜਿਸਟ੍ਰੇਸ਼ਨ ਸੰਬੰਧੀ ਜ਼ਰੂਰੀ ਸੂਚਨਾ — [33, 777, 144, 785]
water-supply-intro: Short term tender notices are invited for the following works. Details are available in the office of the undersigned. — [348, 681, 509, 695]
mandi-board-notice — [369, 482, 549, 649]
top-story-1-headline: ਪੰਥਕ ਧਿਰਾਂ ਨੂੰ ਇਕਜੁੱਟ ਹੋਣ ਦੀ ਲੋੜ-ਚੰਦੂਮਾਜਰਾ — [252, 58, 327, 77]
school-title-line-2: LOHARA MOGA (Pb) — [566, 762, 630, 770]
water-row-label: 2. Work Order — [348, 702, 381, 709]
mid-left-column — [9, 290, 161, 649]
gurpurab-row — [9, 303, 161, 361]
aids-society-item: 4. ਅਧੂਰੀਆਂ ਅਰਜ਼ੀਆਂ ਉੱਤੇ ਕੋਈ ਵਿਚਾਰ ਨਹੀਂ ਕੀਤਾ ਜਾਵੇਗਾ। — [178, 851, 296, 858]
will-box-item: 6. ਵਧੇਰੇ ਜਾਣਕਾਰੀ ਲਈ ਦਫ਼ਤਰੀ ਸਮੇਂ ਦੌਰਾਨ ਸੰਪਰਕ ਕਰੋ। — [13, 830, 122, 837]
public-notice-title: ਜਨਤਕ ਨੋਟਿਸ — [240, 654, 277, 661]
footer-label: ਅਜੀਤ — [120, 1077, 133, 1083]
aids-society-item: 1. ਯੋਗ ਉਮੀਦਵਾਰਾਂ ਕੋਲੋਂ ਠੇਕਾ ਆਧਾਰ ਉੱਤੇ ਅਸਾਮੀਆਂ ਭਰਨ ਲਈ ਅਰਜ਼ੀਆਂ ਦੀ ਮੰਗ ਕੀਤੀ ਜਾਂਦੀ ਹੈ। — [178, 818, 339, 831]
small-notice-3-text: ਮੇਰੇ ਵਾਹਨ ਦੀ ਆਰ.ਸੀ. ਗੁੰਮ ਹੋ ਗਈ ਹੈ। ਜਿਸ ਕਿਸੇ ਨੂੰ ਮਿਲੇ, ਹੇਠ ਲਿਖੇ ਪਤੇ ਉੱਤੇ ਸੂਚਿਤ ਕਰੇ। — [518, 717, 678, 731]
lead-bottom — [9, 178, 241, 287]
mid-right-column — [560, 290, 678, 649]
